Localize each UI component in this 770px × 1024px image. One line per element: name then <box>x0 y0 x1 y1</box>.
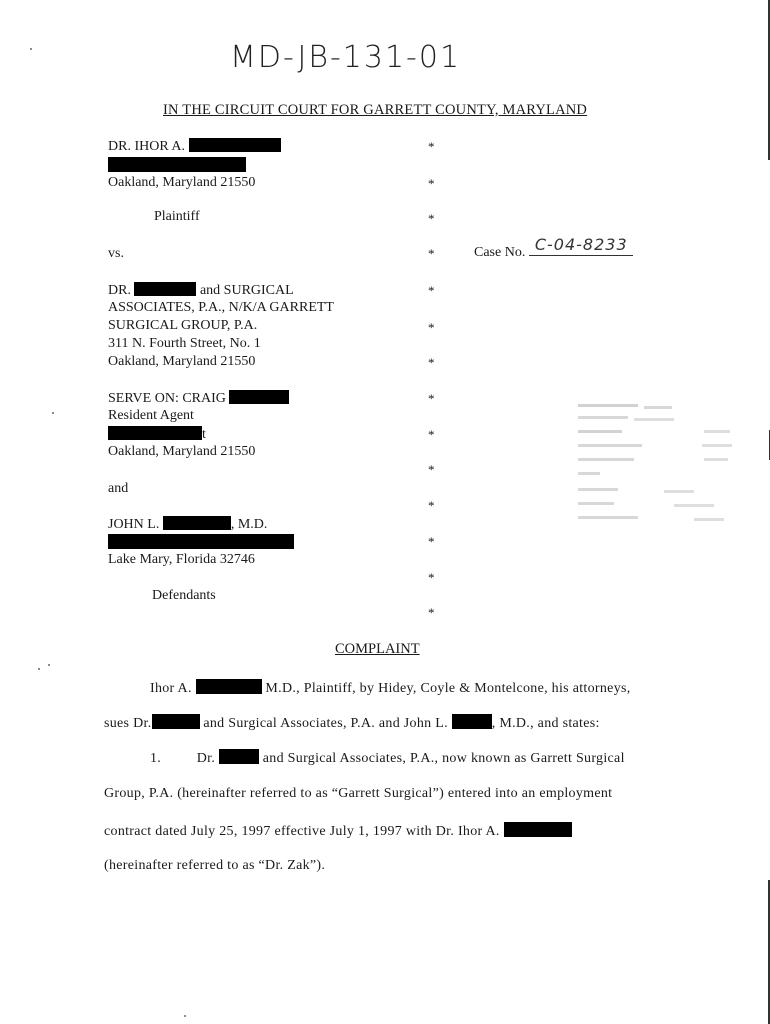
asterisk: * <box>428 570 435 585</box>
defendant2-city: Lake Mary, Florida 32746 <box>108 552 255 567</box>
redaction-bar <box>152 714 200 729</box>
paragraph1-line4: (hereinafter referred to as “Dr. Zak”). <box>104 858 326 873</box>
defendant2-prefix: JOHN L. <box>108 517 160 532</box>
case-number-label: Case No. <box>474 245 526 260</box>
defendant2-line1 <box>108 516 267 533</box>
asterisk: * <box>428 605 435 620</box>
intro-line2-prefix: sues Dr. <box>104 716 152 731</box>
defendant1-line1 <box>108 282 294 299</box>
defendant2-suffix: , M.D. <box>230 517 268 532</box>
defendant1-suffix: and SURGICAL <box>199 283 294 298</box>
asterisk: * <box>428 283 435 298</box>
serve-on-line <box>108 390 289 407</box>
court-heading: IN THE CIRCUIT COURT FOR GARRETT COUNTY, MARYLAND <box>163 102 588 118</box>
intro-name: Ihor A. <box>150 681 192 696</box>
serve-on-city: Oakland, Maryland 21550 <box>108 444 256 459</box>
case-number-line <box>474 235 633 261</box>
asterisk: * <box>428 211 435 226</box>
asterisk: * <box>428 320 435 335</box>
intro-line2 <box>104 714 600 732</box>
plaintiff-role-label: Plaintiff <box>154 209 200 224</box>
scan-speck <box>184 1015 186 1017</box>
serve-on-address <box>108 426 206 443</box>
asterisk: * <box>428 427 435 442</box>
paragraph-number: 1. <box>150 751 162 766</box>
redaction-bar <box>229 390 289 404</box>
scan-speck <box>48 664 50 666</box>
defendant2-address-redaction <box>108 534 294 552</box>
asterisk: * <box>428 391 435 406</box>
intro-line2-middle: and Surgical Associates, P.A. and John L. <box>203 716 448 731</box>
paragraph1-line1-text: and Surgical Associates, P.A., now known as Garrett Surgical <box>262 751 625 766</box>
defendants-role-label: Defendants <box>152 588 216 603</box>
asterisk: * <box>428 355 435 370</box>
asterisk: * <box>428 498 435 513</box>
plaintiff-city: Oakland, Maryland 21550 <box>108 175 256 190</box>
redaction-bar <box>504 822 572 837</box>
case-number-underline <box>529 254 633 256</box>
redaction-bar <box>219 749 259 764</box>
versus-label: vs. <box>108 246 124 261</box>
intro-line2-suffix: , M.D., and states: <box>491 716 600 731</box>
plaintiff-address-redaction <box>108 157 246 175</box>
scan-speck <box>30 48 32 50</box>
scan-speck <box>52 412 54 414</box>
redaction-bar <box>189 138 281 152</box>
serve-on-address-suffix: t <box>202 427 206 442</box>
and-label: and <box>108 481 129 496</box>
defendant1-prefix: DR. <box>108 283 131 298</box>
paragraph1-line3 <box>104 822 572 840</box>
asterisk: * <box>428 534 435 549</box>
serve-on-label: SERVE ON: CRAIG <box>108 391 226 406</box>
scan-speck <box>38 668 40 670</box>
defendant1-city: Oakland, Maryland 21550 <box>108 354 256 369</box>
paragraph1-line1 <box>150 749 625 767</box>
intro-line1 <box>150 679 631 697</box>
asterisk: * <box>428 139 435 154</box>
paragraph1-line2: Group, P.A. (hereinafter referred to as “Garrett Surgical”) entered into an employment <box>104 786 613 801</box>
redaction-bar <box>108 426 202 440</box>
paragraph1-prefix: Dr. <box>196 751 216 766</box>
asterisk: * <box>428 462 435 477</box>
asterisk: * <box>428 176 435 191</box>
intro-line1-text: M.D., Plaintiff, by Hidey, Coyle & Montelcone, his attorneys, <box>265 681 631 696</box>
redaction-bar <box>163 516 231 530</box>
redaction-bar <box>134 282 196 296</box>
stamp-texture <box>574 398 739 538</box>
redaction-bar <box>196 679 262 694</box>
complaint-title: COMPLAINT <box>335 641 420 657</box>
defendant1-line2: ASSOCIATES, P.A., N/K/A GARRETT <box>108 300 334 315</box>
case-number-handwritten: C-04-8233 <box>534 235 628 254</box>
defendant1-address: 311 N. Fourth Street, No. 1 <box>108 336 261 351</box>
paragraph1-line3-text: contract dated July 25, 1997 effective July 1, 1997 with Dr. Ihor A. <box>104 824 500 839</box>
plaintiff-name-prefix: DR. IHOR A. <box>108 139 186 154</box>
plaintiff-name-line <box>108 138 281 155</box>
redaction-bar <box>452 714 492 729</box>
handwritten-case-code: MD-JB-131-01 <box>230 40 462 75</box>
faded-clerk-stamp <box>574 398 739 538</box>
defendant1-line3: SURGICAL GROUP, P.A. <box>108 318 258 333</box>
redaction-bar <box>108 157 246 172</box>
redaction-bar <box>108 534 294 549</box>
asterisk: * <box>428 246 435 261</box>
resident-agent-label: Resident Agent <box>108 408 194 423</box>
